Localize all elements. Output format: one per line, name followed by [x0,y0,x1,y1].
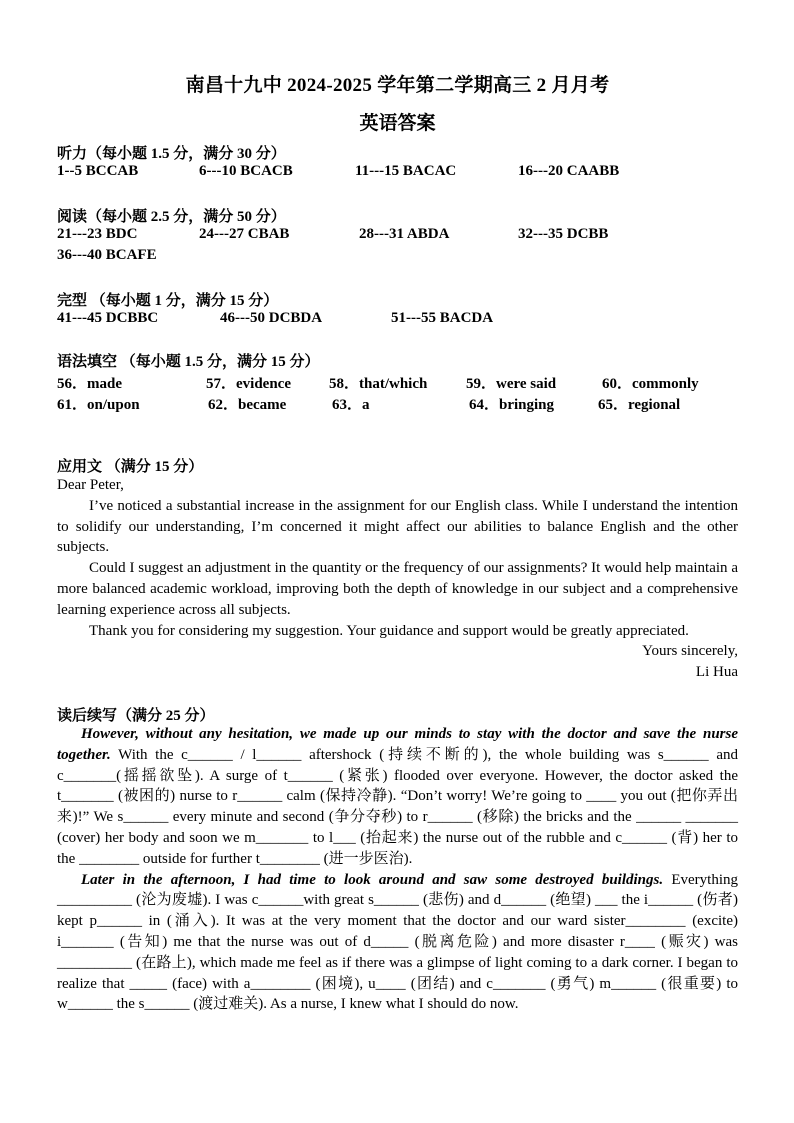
answer-group: 24---27 CBAB [199,226,290,242]
letter-salutation: Dear Peter, [57,477,124,493]
answer-group: 28---31 ABDA [359,226,450,242]
grammar-answer: 65．regional [598,397,681,413]
section-heading-reading: 阅读（每小题 2.5 分，满分 50 分） [57,209,286,225]
paragraph-lead-sentence: Later in the afternoon, I had time to look around and saw some destroyed buildings. [81,871,664,888]
continuation-writing-text [57,724,738,1015]
sample-letter [57,475,738,683]
answer-group: 51---55 BACDA [391,310,494,326]
section-heading-grammar: 语法填空 （每小题 1.5 分，满分 15 分） [57,354,320,370]
answer-group: 11---15 BACAC [355,163,457,179]
grammar-answer: 56．made [57,376,122,392]
answer-row-grammar-2 [57,393,757,413]
letter-paragraph: Thank you for considering my suggestion. Your guidance and support would be greatly appreciated. [89,622,689,639]
grammar-answer: 61．on/upon [57,397,140,413]
page-subtitle: 英语答案 [359,113,436,134]
section-heading-listening: 听力（每小题 1.5 分，满分 30 分） [57,146,286,162]
answer-row-cloze [57,310,757,330]
letter-paragraph: I’ve noticed a substantial increase in the assignment for our English class. While I understand the intention to solidify our understanding, I’m concerned it might affect our abilities to balance English and the other subjects. [57,497,738,556]
paragraph-body: With the c______ / l______ aftershock (持续不断的), the whole building was s______ and c_______(摇摇欲坠). A surge of t______ (紧张) flooded over everyone. However, the doctor asked the t_______ (被困的) nurse to r______ calm (保持冷静). “Don’t worry! We’re going to ____ you out (把你弄出来)!” We s______ every minute and second (争分夺秒) to r______ (移除) the bricks and the ______ _______ (cover) her body and soon we m_______ to l___ (抬起来) the nurse out of the rubble and c______ (背) her to the ________ outside for further t________ (进一步医治). [57,746,738,867]
answer-row-reading-1 [57,226,757,246]
grammar-answer: 58．that/which [329,376,428,392]
answer-row-listening [57,163,757,183]
continuation-paragraph-2 [57,870,738,1016]
answer-group: 16---20 CAABB [518,163,620,179]
answer-group: 6---10 BCACB [199,163,293,179]
answer-group: 1--5 BCCAB [57,163,139,179]
grammar-answer: 62．became [208,397,287,413]
answer-row-grammar-1 [57,372,757,392]
letter-paragraph: Could I suggest an adjustment in the quantity or the frequency of our assignments? It would help maintain a more balanced academic workload, improving both the depth of knowledge in our subject and a comprehensive learning experience across all subjects. [57,560,738,618]
grammar-answer: 57．evidence [206,376,291,392]
answer-group: 46---50 DCBDA [220,310,323,326]
answer-group: 41---45 DCBBC [57,310,159,326]
grammar-answer: 59．were said [466,376,557,392]
letter-signature: Li Hua [695,664,738,681]
section-heading-cloze: 完型 （每小题 1 分，满分 15 分） [57,293,279,309]
answer-group: 36---40 BCAFE [57,247,157,263]
section-heading-continuation-writing: 读后续写（满分 25 分） [57,708,215,724]
section-heading-practical-writing: 应用文 （满分 15 分） [57,459,204,475]
grammar-answer: 63．a [332,397,370,413]
answer-group: 32---35 DCBB [518,226,609,242]
paragraph-lead-sentence: However, without any hesitation, we made up our minds to stay with the doctor and save the nurse together. [57,726,738,763]
grammar-answer: 60．commonly [602,376,699,392]
paragraph-body: Everything __________ (沦为废墟). I was c______with great s______ (悲伤) and d______ (绝望) ___ the i______ (伤者) kept p______ in (涌入). It was at the very moment that the doctor and our ward sister________ (excite) i_______ (告知) me that the nurse was out of d_____ (脱离危险) and more disaster r____ (赈灾) was __________ (在路上), which made me feel as if there was a glimpse of light coming to a dark corner. I began to realize that _____ (face) with a________ (困境), u____ (团结) and c_______ (勇气) m______ (很重要) to w______ the s______ (渡过难关). As a nurse, I knew what I should do now. [57,871,739,1013]
continuation-paragraph-1 [57,724,738,870]
answer-row-reading-2 [57,247,757,267]
letter-closing: Yours sincerely, [642,643,738,660]
grammar-answer: 64．bringing [469,397,555,413]
answer-group: 21---23 BDC [57,226,138,242]
page-title: 南昌十九中 2024-2025 学年第二学期高三 2 月月考 [185,75,610,96]
